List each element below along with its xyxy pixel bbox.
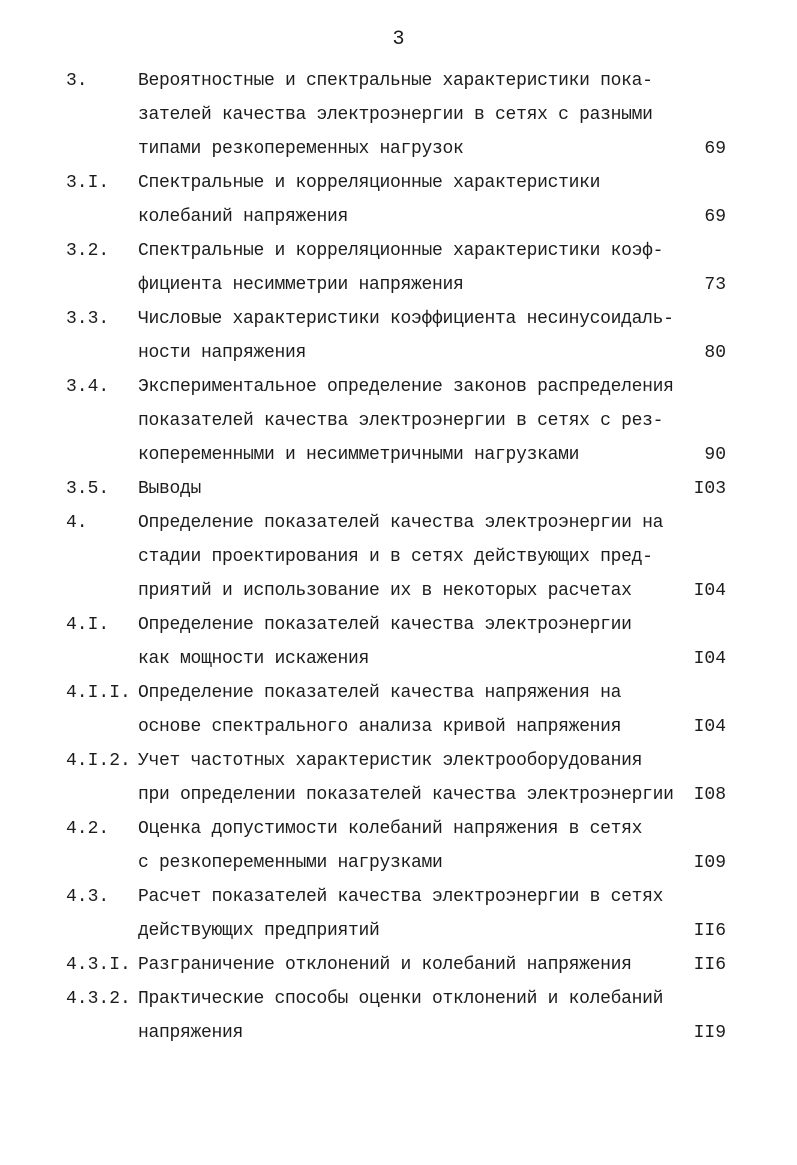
toc-page-number: 80 [704, 343, 726, 363]
toc-line [66, 642, 726, 676]
toc-entry [66, 166, 726, 234]
toc-section-title: типами резкопеременных нагрузок [138, 139, 464, 159]
toc-line [66, 472, 726, 506]
toc-line [66, 880, 726, 914]
toc-section-number: 4.3. [66, 887, 110, 907]
toc-section-title: Числовые характеристики коэффициента несинусоидаль- [138, 309, 674, 329]
toc-page-number: I04 [693, 717, 726, 737]
toc-section-title: Определение показателей качества электроэнергии на [138, 513, 664, 533]
toc-entry [66, 370, 726, 472]
toc-entry [66, 676, 726, 744]
toc-entry [66, 506, 726, 608]
toc-line [66, 540, 726, 574]
toc-section-number: 4.3.2. [66, 989, 131, 1009]
toc-section-number: 4.I. [66, 615, 110, 635]
toc-entry [66, 880, 726, 948]
toc-section-title: с резкопеременными нагрузками [138, 853, 443, 873]
toc-section-title: как мощности искажения [138, 649, 370, 669]
toc-section-number: 3.5. [66, 479, 110, 499]
toc-line [66, 404, 726, 438]
toc-section-title: Учет частотных характеристик электрооборудования [138, 751, 643, 771]
toc-page-number: I09 [693, 853, 726, 873]
toc-line [66, 1016, 726, 1050]
toc-entry [66, 64, 726, 166]
table-of-contents [66, 64, 726, 1050]
toc-section-title: зателей качества электроэнергии в сетях с разными [138, 105, 653, 125]
toc-section-number: 4.3.I. [66, 955, 131, 975]
toc-section-title: приятий и использование их в некоторых расчетах [138, 581, 632, 601]
toc-section-number: 3.I. [66, 173, 110, 193]
toc-section-title: Экспериментальное определение законов распределения [138, 377, 674, 397]
toc-section-title: при определении показателей качества электроэнергии [138, 785, 674, 805]
toc-section-title: показателей качества электроэнергии в сетях с рез- [138, 411, 664, 431]
toc-line [66, 710, 726, 744]
toc-page-number: II6 [693, 921, 726, 941]
toc-section-number: 3.2. [66, 241, 110, 261]
toc-line [66, 166, 726, 200]
toc-section-title: Определение показателей качества электроэнергии [138, 615, 632, 635]
toc-line [66, 200, 726, 234]
toc-line [66, 914, 726, 948]
toc-line [66, 744, 726, 778]
toc-section-number: 3.3. [66, 309, 110, 329]
toc-entry [66, 812, 726, 880]
toc-line [66, 506, 726, 540]
toc-section-title: Спектральные и корреляционные характеристики коэф- [138, 241, 664, 261]
toc-section-number: 4.I.I. [66, 683, 131, 703]
toc-line [66, 370, 726, 404]
toc-line [66, 982, 726, 1016]
toc-page-number: I04 [693, 581, 726, 601]
page-number: 3 [392, 28, 405, 51]
toc-section-title: Оценка допустимости колебаний напряжения в сетях [138, 819, 643, 839]
toc-line [66, 268, 726, 302]
toc-section-title: действующих предприятий [138, 921, 380, 941]
toc-section-title: Определение показателей качества напряжения на [138, 683, 622, 703]
toc-line [66, 608, 726, 642]
toc-section-number: 4. [66, 513, 88, 533]
toc-page-number: I08 [693, 785, 726, 805]
toc-page-number: 73 [704, 275, 726, 295]
toc-line [66, 846, 726, 880]
toc-section-title: Практические способы оценки отклонений и колебаний [138, 989, 664, 1009]
toc-section-title: фициента несимметрии напряжения [138, 275, 464, 295]
toc-section-title: Расчет показателей качества электроэнергии в сетях [138, 887, 664, 907]
toc-section-number: 3.4. [66, 377, 110, 397]
toc-entry [66, 982, 726, 1050]
toc-section-title: копеременными и несимметричными нагрузками [138, 445, 580, 465]
toc-line [66, 676, 726, 710]
toc-entry [66, 302, 726, 370]
toc-page-number: 90 [704, 445, 726, 465]
toc-line [66, 948, 726, 982]
toc-section-title: стадии проектирования и в сетях действующих пред- [138, 547, 653, 567]
toc-section-number: 3. [66, 71, 88, 91]
toc-section-number: 4.2. [66, 819, 110, 839]
toc-line [66, 778, 726, 812]
toc-section-title: напряжения [138, 1023, 244, 1043]
toc-entry [66, 744, 726, 812]
toc-line [66, 132, 726, 166]
toc-line [66, 812, 726, 846]
toc-section-title: Спектральные и корреляционные характеристики [138, 173, 601, 193]
toc-line [66, 336, 726, 370]
toc-page-number: I03 [693, 479, 726, 499]
toc-section-title: Вероятностные и спектральные характеристики пока- [138, 71, 653, 91]
toc-entry [66, 608, 726, 676]
toc-page-number: 69 [704, 139, 726, 159]
toc-line [66, 64, 726, 98]
toc-line [66, 574, 726, 608]
toc-page-number: I04 [693, 649, 726, 669]
toc-section-title: ности напряжения [138, 343, 307, 363]
toc-page-number: II9 [693, 1023, 726, 1043]
toc-page-number: 69 [704, 207, 726, 227]
toc-section-title: Разграничение отклонений и колебаний напряжения [138, 955, 632, 975]
toc-section-number: 4.I.2. [66, 751, 131, 771]
toc-entry [66, 948, 726, 982]
toc-section-title: колебаний напряжения [138, 207, 349, 227]
toc-page-number: II6 [693, 955, 726, 975]
toc-line [66, 234, 726, 268]
toc-section-title: Выводы [138, 479, 202, 499]
toc-line [66, 302, 726, 336]
toc-section-title: основе спектрального анализа кривой напряжения [138, 717, 622, 737]
toc-line [66, 438, 726, 472]
toc-line [66, 98, 726, 132]
toc-entry [66, 234, 726, 302]
toc-entry [66, 472, 726, 506]
